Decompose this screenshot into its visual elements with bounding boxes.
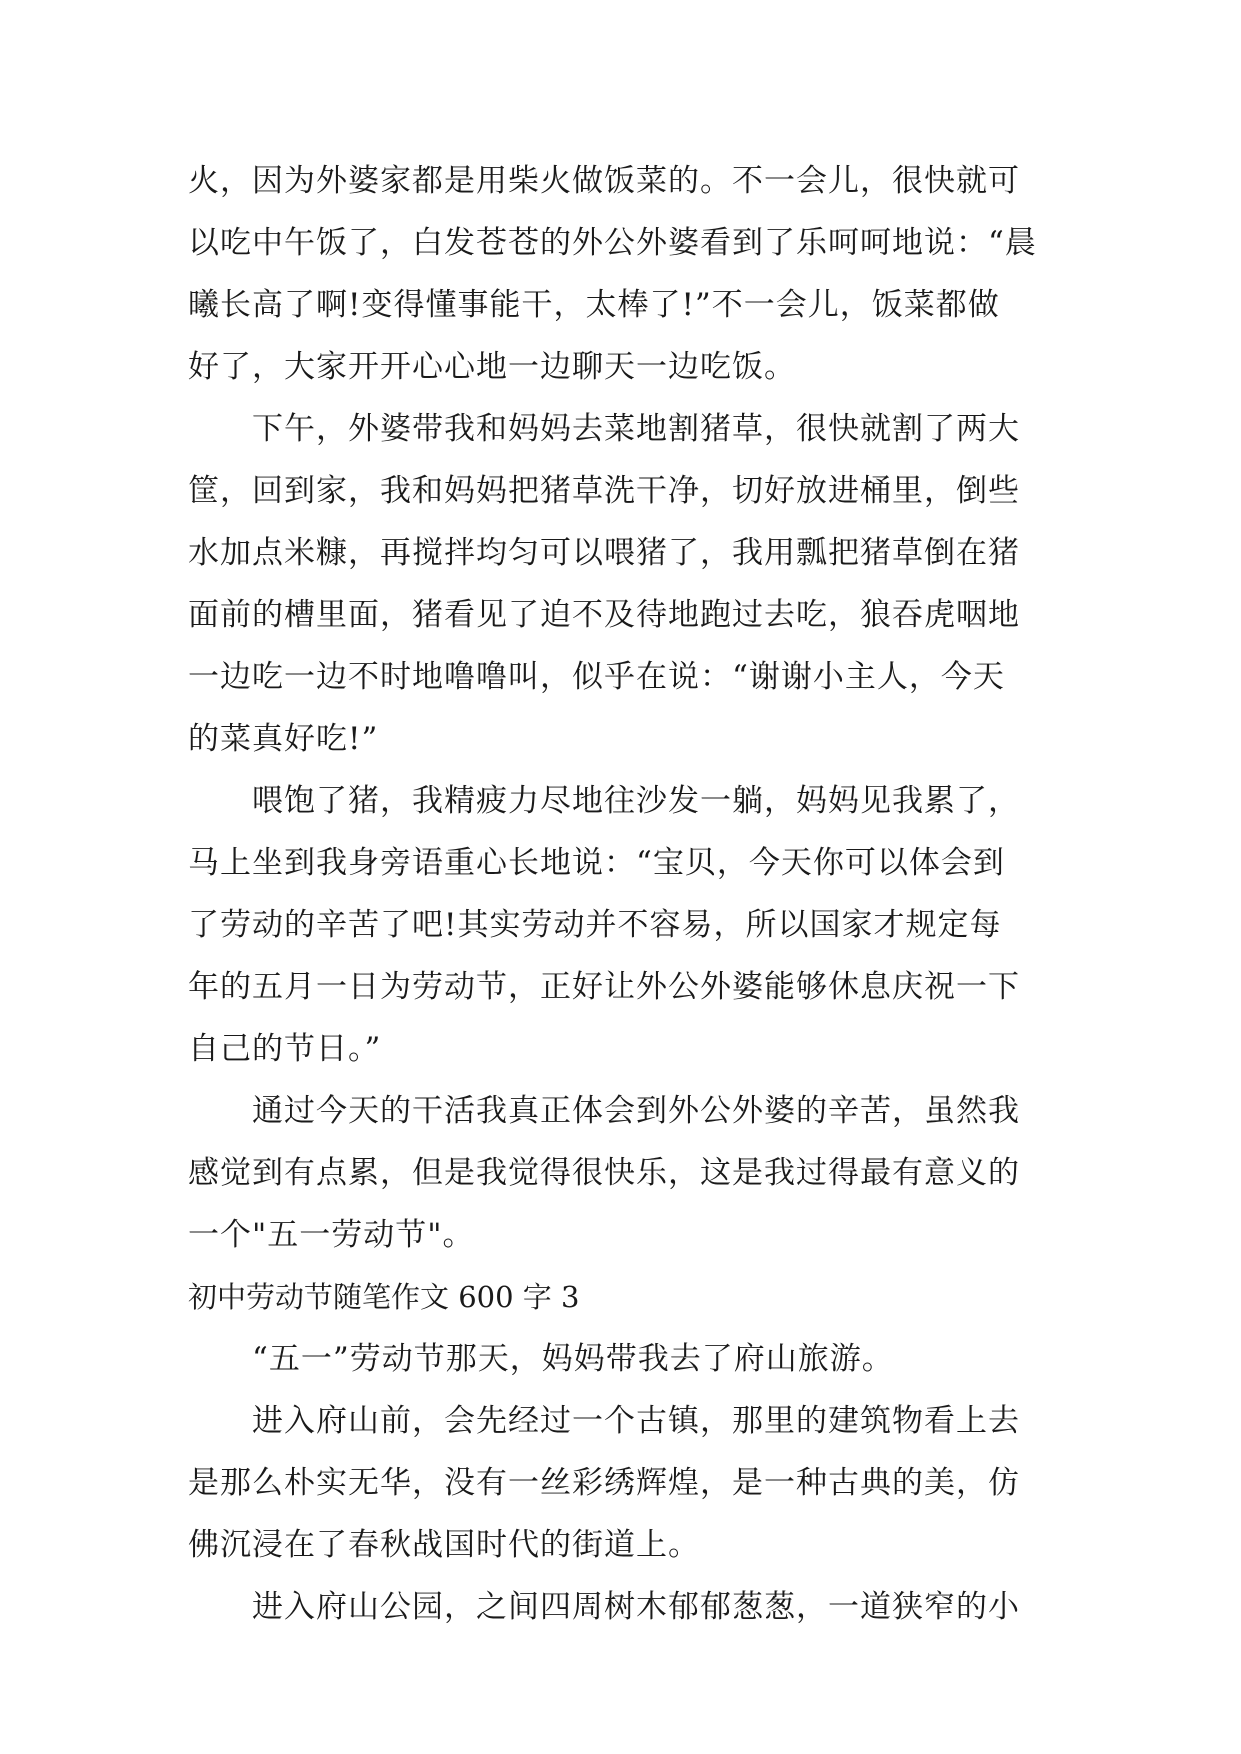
paragraph-line: 佛沉浸在了春秋战国时代的街道上。: [188, 1527, 700, 1563]
paragraph-line: 一个"五一劳动节"。: [188, 1217, 475, 1253]
paragraph-line: 好了，大家开开心心地一边聊天一边吃饭。: [188, 349, 796, 385]
section-heading: 初中劳动节随笔作文 600 字 3: [188, 1280, 580, 1314]
paragraph-first-line: 进入府山公园，之间四周树木郁郁葱葱，一道狭窄的小: [252, 1589, 1020, 1625]
paragraph-first-line: 进入府山前，会先经过一个古镇，那里的建筑物看上去: [252, 1403, 1020, 1439]
paragraph-line: 以吃中午饭了，白发苍苍的外公外婆看到了乐呵呵地说：“晨: [188, 225, 1037, 261]
paragraph-first-line: “五一”劳动节那天，妈妈带我去了府山旅游。: [252, 1341, 894, 1377]
paragraph-line: 火，因为外婆家都是用柴火做饭菜的。不一会儿，很快就可: [188, 163, 1020, 199]
paragraph-first-line: 下午，外婆带我和妈妈去菜地割猪草，很快就割了两大: [252, 411, 1020, 447]
paragraph-line: 面前的槽里面，猪看见了迫不及待地跑过去吃，狼吞虎咽地: [188, 597, 1020, 633]
paragraph-first-line: 通过今天的干活我真正体会到外公外婆的辛苦，虽然我: [252, 1093, 1020, 1129]
paragraph-line: 的菜真好吃!”: [188, 721, 379, 757]
paragraph-line: 年的五月一日为劳动节，正好让外公外婆能够休息庆祝一下: [188, 969, 1020, 1005]
paragraph-line: 筐，回到家，我和妈妈把猪草洗干净，切好放进桶里，倒些: [188, 473, 1020, 509]
paragraph-line: 是那么朴实无华，没有一丝彩绣辉煌，是一种古典的美，仿: [188, 1465, 1020, 1501]
paragraph-line: 自己的节日。”: [188, 1031, 382, 1067]
paragraph-first-line: 喂饱了猪，我精疲力尽地往沙发一躺，妈妈见我累了，: [252, 783, 1020, 819]
paragraph-line: 曦长高了啊!变得懂事能干，太棒了!”不一会儿，饭菜都做: [188, 287, 1000, 323]
paragraph-line: 了劳动的辛苦了吧!其实劳动并不容易，所以国家才规定每: [188, 907, 1002, 943]
paragraph-line: 感觉到有点累，但是我觉得很快乐，这是我过得最有意义的: [188, 1155, 1020, 1191]
paragraph-line: 马上坐到我身旁语重心长地说：“宝贝，今天你可以体会到: [188, 845, 1005, 881]
paragraph-line: 一边吃一边不时地噜噜叫，似乎在说：“谢谢小主人，今天: [188, 659, 1005, 695]
paragraph-line: 水加点米糠，再搅拌均匀可以喂猪了，我用瓢把猪草倒在猪: [188, 535, 1020, 571]
document-body: [188, 150, 1048, 1638]
